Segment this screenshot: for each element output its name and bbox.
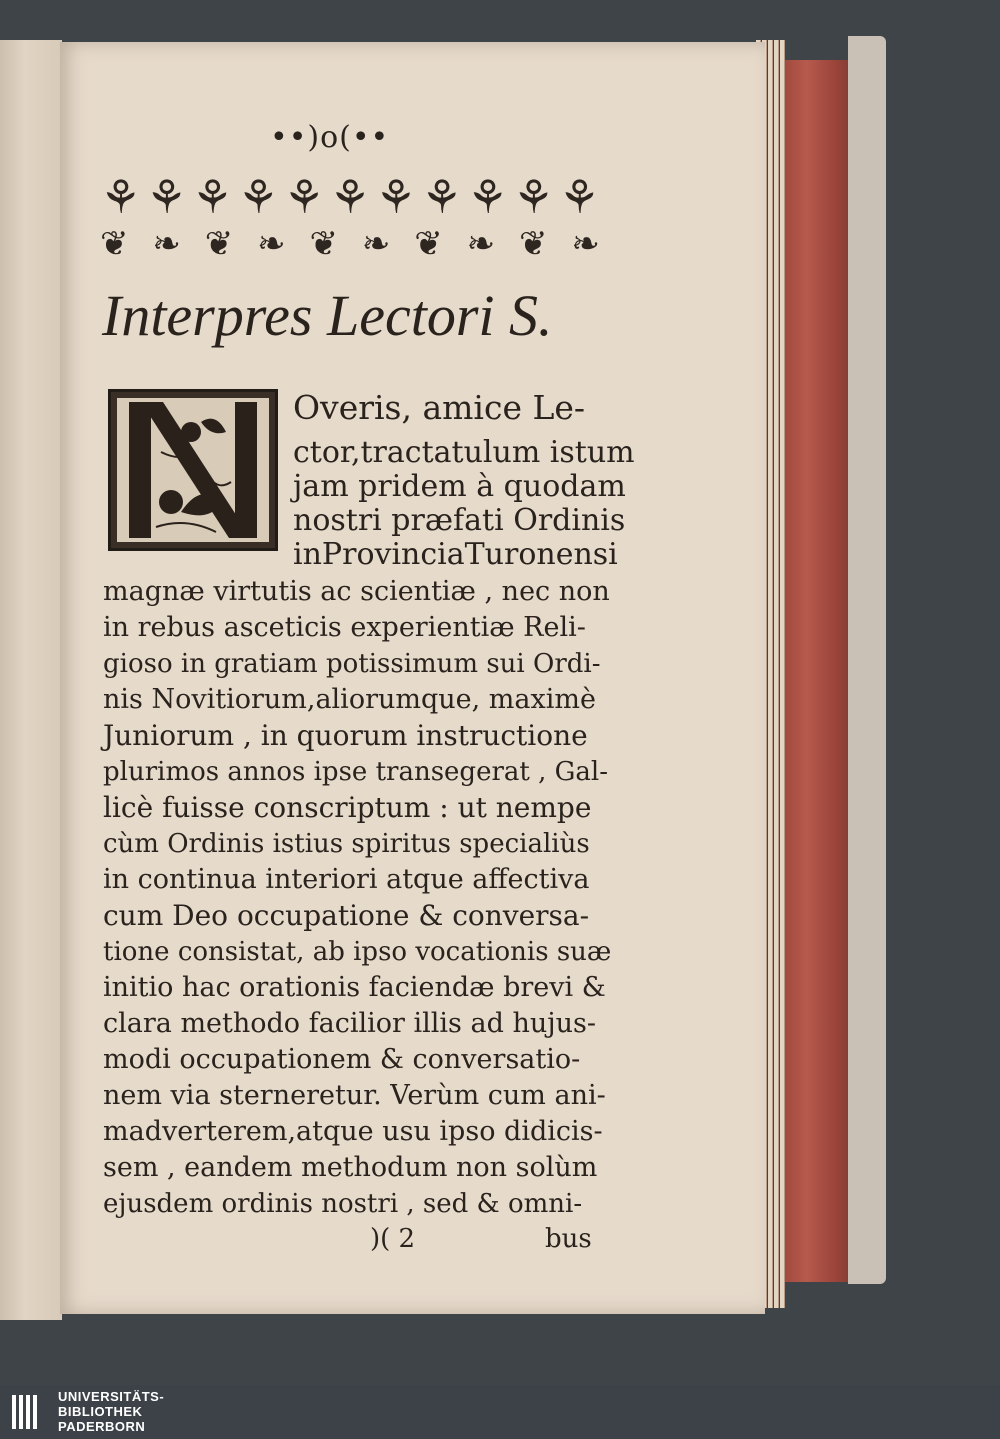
text-line: Juniorum , in quorum instructione <box>103 719 588 752</box>
text-line: madverterem,atque usu ipso didicis- <box>103 1116 603 1147</box>
text-line: sem , eandem methodum non solùm <box>103 1152 598 1183</box>
text-line: tione consistat, ab ipso vocationis suæ <box>103 937 612 967</box>
header-ornament: ••)o(•• <box>270 120 390 155</box>
library-footer <box>0 1385 1000 1439</box>
library-logo-icon <box>10 1391 52 1433</box>
text-line: cùm Ordinis istius spiritus specialiùs <box>103 829 590 859</box>
text-line: ejusdem ordinis nostri , sed & omni- <box>103 1189 583 1219</box>
library-logo-text: UNIVERSITÄTS- BIBLIOTHEK PADERBORN <box>58 1389 165 1434</box>
text-line: in rebus asceticis experientiæ Reli- <box>103 612 586 643</box>
ornament-band-top: ⚘ ⚘ ⚘ ⚘ ⚘ ⚘ ⚘ ⚘ ⚘ ⚘ ⚘ <box>100 170 600 224</box>
page-title: Interpres Lectori S. <box>102 283 553 348</box>
signature-mark: )( 2 <box>370 1224 416 1254</box>
text-line: Overis, amice Le- <box>293 388 586 427</box>
text-line: magnæ virtutis ac scientiæ , nec non <box>103 576 610 607</box>
text-line: plurimos annos ipse transegerat , Gal- <box>103 757 608 787</box>
text-line: licè fuisse conscriptum : ut nempe <box>103 791 592 824</box>
text-line: nostri præfati Ordinis <box>293 503 626 538</box>
text-line: clara methodo facilior illis ad hujus- <box>103 1008 596 1039</box>
catchword: bus <box>545 1224 592 1254</box>
left-page-edge <box>0 40 62 1320</box>
ornament-band-bottom: ❦ ❧ ❦ ❧ ❦ ❧ ❦ ❧ ❦ ❧ <box>100 224 600 264</box>
text-line: in continua interiori atque affectiva <box>103 864 590 895</box>
text-line: cum Deo occupatione & conversa- <box>103 899 590 932</box>
page-stack <box>756 40 868 1308</box>
text-line: nis Novitiorum,aliorumque, maximè <box>103 684 596 715</box>
text-line: nem via sterneretur. Verùm cum ani- <box>103 1080 606 1111</box>
text-line: modi occupationem & conversatio- <box>103 1044 581 1075</box>
text-line: gioso in gratiam potissimum sui Ordi- <box>103 649 601 679</box>
text-line: initio hac orationis faciendæ brevi & <box>103 972 606 1003</box>
decorated-initial-n <box>108 389 278 551</box>
text-line: inProvinciaTuronensi <box>293 537 618 572</box>
text-line: ctor,tractatulum istum <box>293 435 635 470</box>
text-line: jam pridem à quodam <box>293 469 626 504</box>
